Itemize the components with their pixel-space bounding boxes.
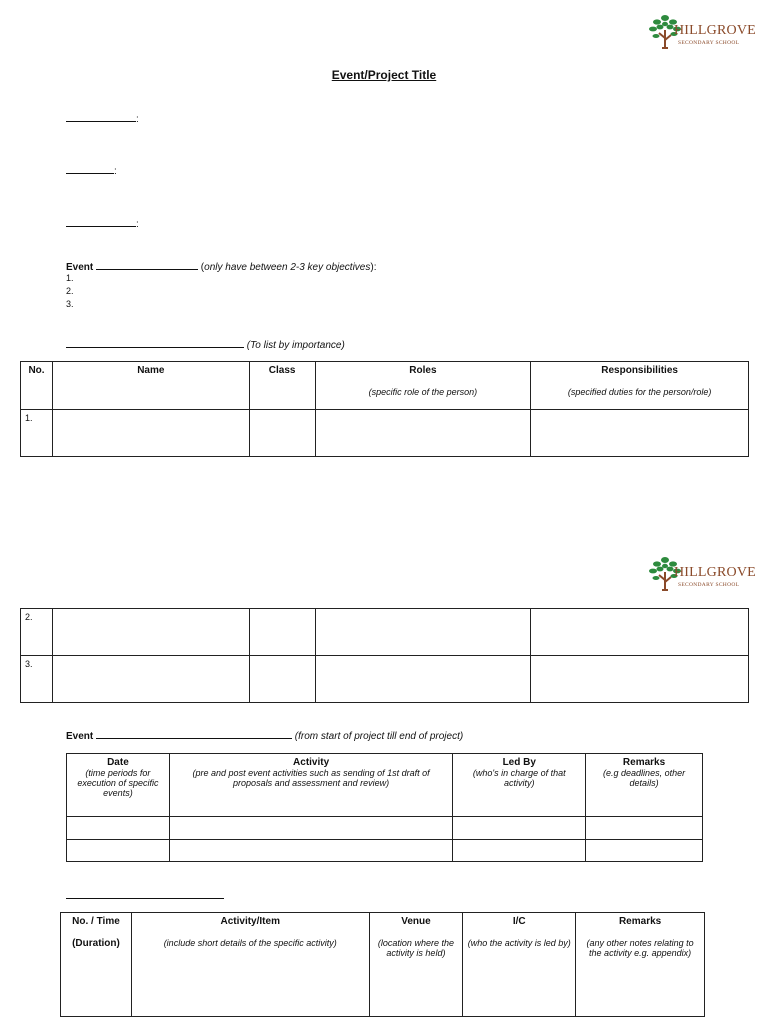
blank-field-2: :: [66, 163, 117, 177]
col-header-date: Date (time periods for execution of specific events): [67, 754, 170, 817]
school-logo: [648, 554, 758, 602]
blank-field-1: :: [66, 111, 139, 125]
col-header-roles: Roles (specific role of the person): [315, 362, 531, 410]
col-header-remarks: Remarks (e.g deadlines, other details): [586, 754, 703, 817]
table-row: 1.: [21, 410, 749, 457]
col-header-responsibilities: Responsibilities (specified duties for the person/role): [531, 362, 749, 410]
table-row: [67, 817, 703, 840]
col-header-no: No.: [21, 362, 53, 410]
objectives-heading: Event (only have between 2-3 key objectives):: [66, 259, 376, 273]
col-header-ic: I/C (who the activity is led by): [463, 913, 576, 1017]
col-header-remarks: Remarks (any other notes relating to the activity e.g. appendix): [576, 913, 705, 1017]
col-header-no-time: No. / Time (Duration): [61, 913, 132, 1017]
programme-table: [60, 912, 705, 1017]
school-logo: [648, 12, 758, 60]
committee-table: [20, 361, 749, 457]
blank-field-3: :: [66, 216, 139, 230]
col-header-led-by: Led By (who's in charge of that activity): [453, 754, 586, 817]
col-header-activity-item: Activity/Item (include short details of the specific activity): [131, 913, 369, 1017]
timeline-table: [66, 753, 703, 862]
table-row: 2.: [21, 609, 749, 656]
table-row: [67, 840, 703, 862]
logo-subtitle: SECONDARY SCHOOL: [678, 40, 740, 46]
col-header-class: Class: [249, 362, 315, 410]
logo-name: HILLGROVE: [674, 23, 756, 38]
list-item: 2.: [66, 286, 74, 296]
page-title: Event/Project Title: [331, 68, 437, 82]
timeline-heading: Event (from start of project till end of project): [66, 728, 463, 742]
committee-table-continued: [20, 608, 749, 703]
objectives-list: [66, 272, 74, 311]
logo-name: HILLGROVE: [674, 565, 756, 580]
col-header-activity: Activity (pre and post event activities such as sending of 1st draft of proposals and assessment and review): [169, 754, 452, 817]
list-item: 3.: [66, 299, 74, 309]
col-header-name: Name: [52, 362, 249, 410]
logo-subtitle: SECONDARY SCHOOL: [678, 582, 740, 588]
list-item: 1.: [66, 273, 74, 283]
committee-heading: (To list by importance): [66, 337, 345, 351]
table-row: 3.: [21, 656, 749, 703]
col-header-venue: Venue (location where the activity is held): [369, 913, 463, 1017]
programme-heading: [66, 888, 224, 902]
